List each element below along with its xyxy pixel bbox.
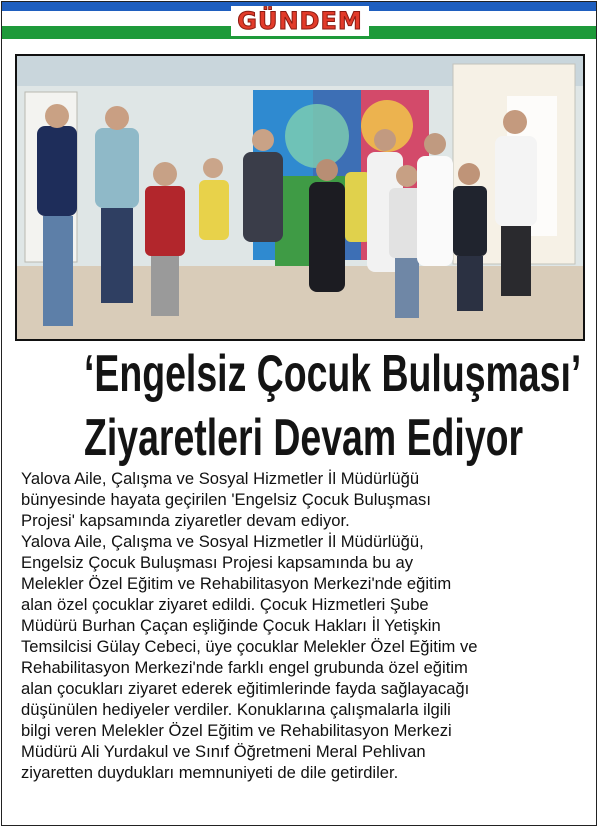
article-body	[21, 468, 591, 783]
news-photo	[15, 54, 585, 341]
article-line: bilgi veren Melekler Özel Eğitim ve Rehabilitasyon Merkezi	[21, 721, 452, 740]
article-line: bünyesinde hayata geçirilen 'Engelsiz Çocuk Buluşması	[21, 490, 431, 509]
article-line: Rehabilitasyon Merkezi'nde farklı engel grubunda özel eğitim	[21, 658, 468, 677]
article-line: Müdürü Ali Yurdakul ve Sınıf Öğretmeni Meral Pehlivan	[21, 742, 426, 761]
article-line: Projesi' kapsamında ziyaretler devam ediyor.	[21, 511, 350, 530]
article-line: ziyaretten duydukları memnuniyeti de dile getirdiler.	[21, 763, 399, 782]
section-masthead	[0, 6, 600, 38]
article-line: Müdürü Burhan Çaçan eşliğinde Çocuk Hakları İl Yetişkin	[21, 616, 441, 635]
headline-line-1: ‘Engelsiz Çocuk Buluşması’	[83, 345, 582, 403]
article-line: alan özel çocuklar ziyaret edildi. Çocuk Hizmetleri Şube	[21, 595, 429, 614]
article-line: Yalova Aile, Çalışma ve Sosyal Hizmetler İl Müdürlüğü	[21, 469, 420, 488]
article-line: Yalova Aile, Çalışma ve Sosyal Hizmetler İl Müdürlüğü,	[21, 532, 424, 551]
headline-line-2: Ziyaretleri Devam Ediyor	[83, 409, 524, 467]
article-line: düşünülen hediyeler verdiler. Konuklarına çalışmalarla ilgili	[21, 700, 451, 719]
photo-image	[17, 56, 583, 339]
article-line: Temsilcisi Gülay Cebeci, üye çocuklar Melekler Özel Eğitim ve	[21, 637, 478, 656]
article-line: alan çocukları ziyaret ederek eğitimlerinde fayda sağlayacağı	[21, 679, 470, 698]
section-title: GÜNDEM	[231, 6, 368, 36]
article-line: Melekler Özel Eğitim ve Rehabilitasyon Merkezi'nde eğitim	[21, 574, 452, 593]
article-line: Engelsiz Çocuk Buluşması Projesi kapsamında bu ay	[21, 553, 413, 572]
